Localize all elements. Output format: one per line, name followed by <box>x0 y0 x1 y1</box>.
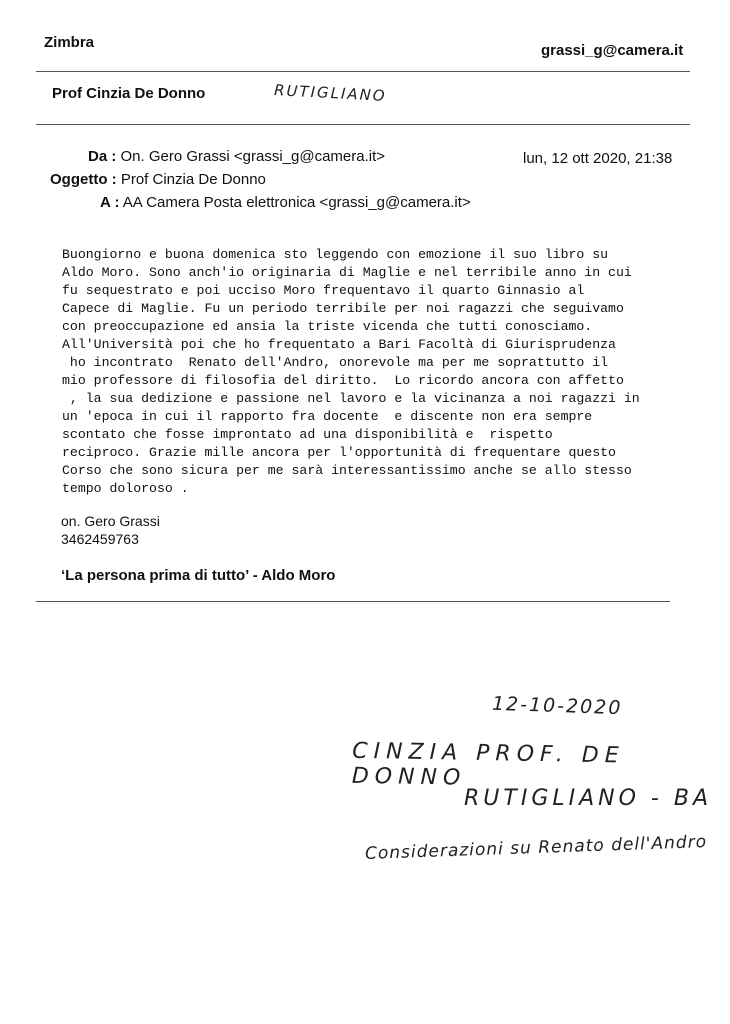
to-value: AA Camera Posta elettronica <grassi_g@camera.it> <box>122 194 471 211</box>
app-name: Zimbra <box>44 34 95 51</box>
subject-value: Prof Cinzia De Donno <box>120 171 266 188</box>
message-date: lun, 12 ott 2020, 21:38 <box>523 150 673 167</box>
to-row <box>100 194 471 211</box>
divider-bottom <box>36 601 670 602</box>
handwritten-place: RUTIGLIANO <box>273 81 388 105</box>
to-label: A : <box>100 194 120 211</box>
from-row <box>88 148 385 165</box>
handwritten-topic: Considerazioni su Renato dell'Andro <box>364 832 708 864</box>
from-value: On. Gero Grassi <grassi_g@camera.it> <box>120 148 386 165</box>
signature-name: on. Gero Grassi <box>61 513 160 529</box>
handwritten-location: RUTIGLIANO - BA <box>464 786 712 811</box>
divider-header <box>36 124 690 125</box>
account-email: grassi_g@camera.it <box>541 42 684 59</box>
signature-phone: 3462459763 <box>61 531 139 547</box>
subject-label: Oggetto : <box>50 171 117 188</box>
handwritten-name: CINZIA PROF. DE DONNO <box>351 738 625 791</box>
handwritten-date: 12-10-2020 <box>491 692 623 720</box>
message-title: Prof Cinzia De Donno <box>52 85 206 102</box>
message-body: Buongiorno e buona domenica sto leggendo con emozione il suo libro su Aldo Moro. Sono anch'io originaria di Maglie e nel terribile anno in cui fu sequestrato e poi ucciso Moro frequentavo il quarto Ginnasio al Capece di Maglie. Fu un periodo terribile per noi ragazzi che seguivamo con preoccupazione ed ansia la triste vicenda che tutti conosciamo. All'Università poi che ho frequentato a Bari Facoltà di Giurisprudenza ho incontrato Renato dell'Andro, onorevole ma per me soprattutto il mio professore di filosofia del diritto. Lo ricordo ancora con affetto , la sua dedizione e passione nel lavoro e la vicinanza a noi ragazzi in un 'epoca in cui il rapporto fra docente e discente non era sempre scontato che fosse improntato ad una disponibilità e rispetto reciproco. Grazie mille ancora per l'opportunità di frequentare questo Corso che sono sicura per me sarà interessantissimo anche se allo stesso tempo doloroso . <box>62 247 640 496</box>
from-label: Da : <box>88 148 117 165</box>
subject-row <box>50 171 266 188</box>
divider-top <box>36 71 690 72</box>
signature-quote: ‘La persona prima di tutto’ - Aldo Moro <box>61 567 336 584</box>
